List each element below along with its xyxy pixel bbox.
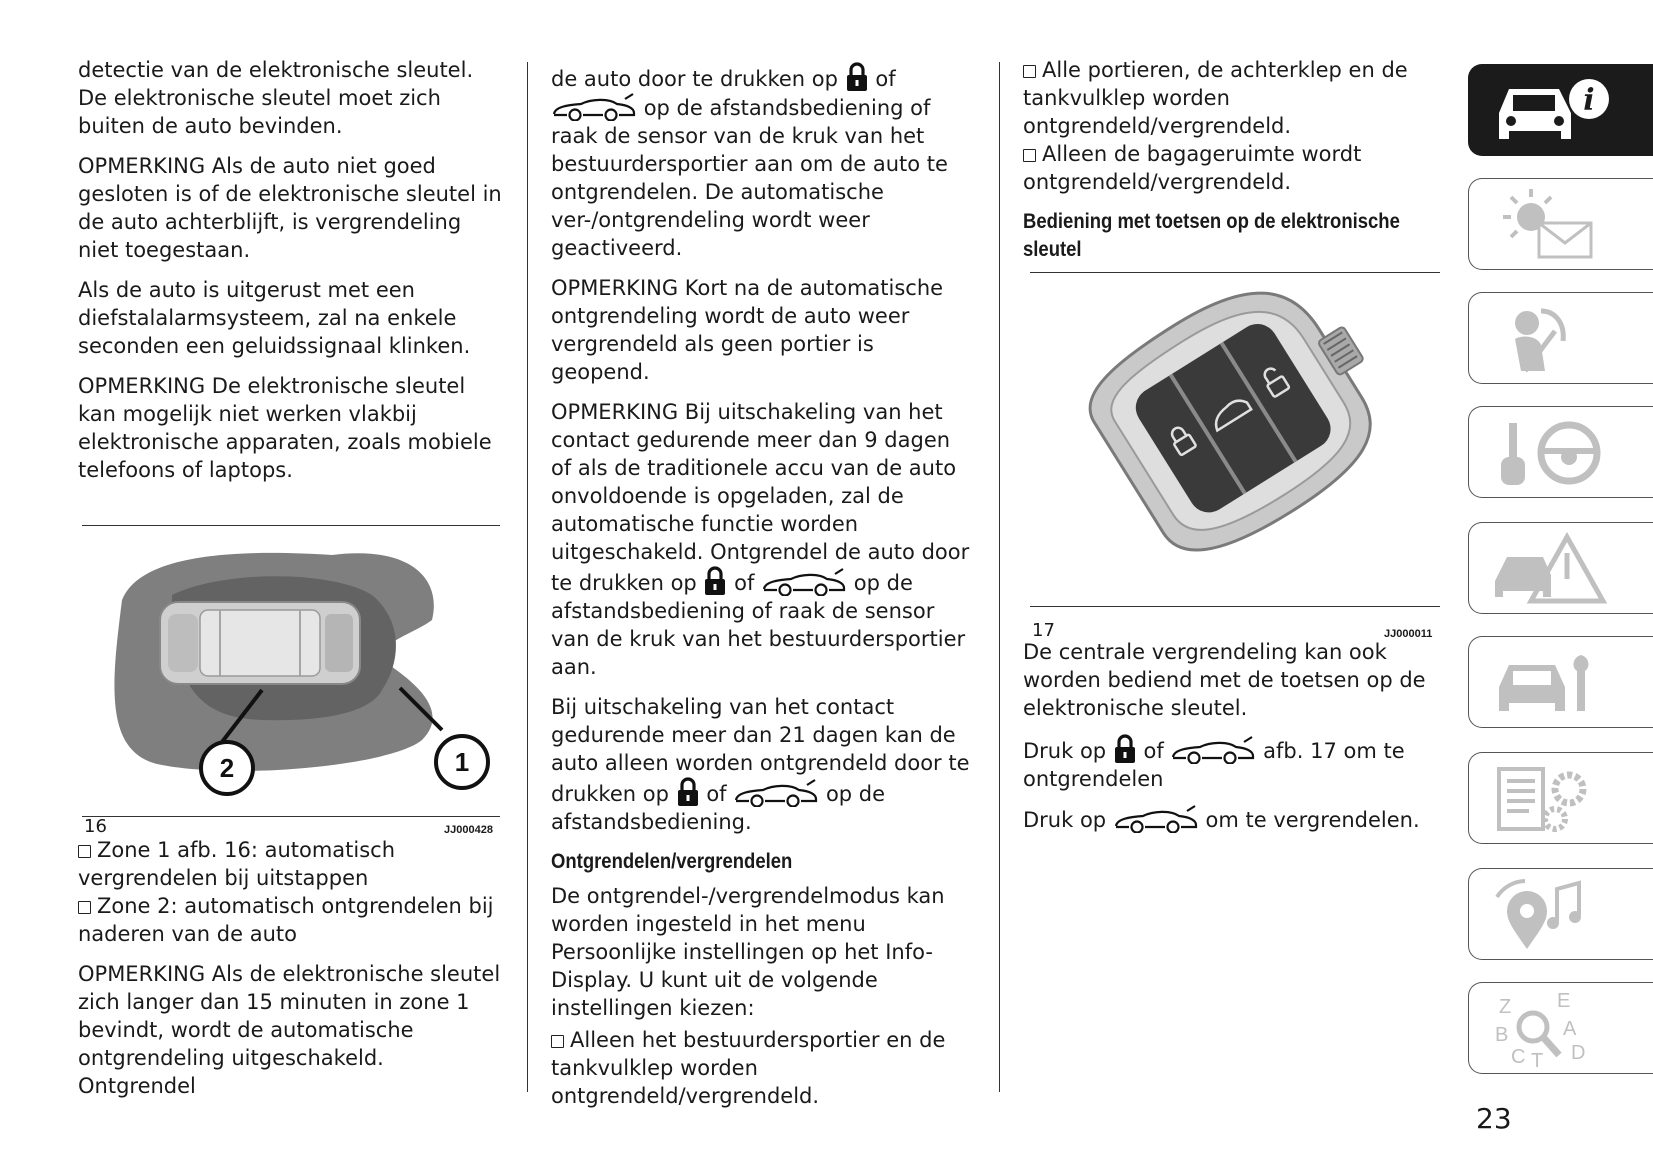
col1-note-3: OPMERKING Als de elektronische sleutel zich langer dan 15 minuten in zone 1 bevindt, wordt de automatische ontgrendeling uitgeschakeld. Ontgrendel xyxy=(78,962,501,1098)
zone-2-item xyxy=(78,892,508,948)
tab-starting-driving[interactable] xyxy=(1468,406,1653,498)
figure-16-bottom-rule xyxy=(82,816,500,817)
col3-p2-text-b: of xyxy=(1143,739,1164,763)
car-info-icon xyxy=(1485,73,1615,149)
col2-paragraph-2 xyxy=(551,693,971,836)
index-letter-d: D xyxy=(1571,1042,1586,1064)
tab-safety[interactable] xyxy=(1468,292,1653,384)
section-heading-key-buttons-line-2: sleutel xyxy=(1023,238,1082,261)
car-remote-icon xyxy=(1113,805,1199,833)
figure-16-top-rule xyxy=(82,525,500,526)
setting-option-luggage-text: Alleen de bagageruimte wordt ontgrendeld/vergrendeld. xyxy=(1023,142,1362,194)
col2-p3-text-c: op de afstandsbediening of raak de sensor van de kruk van het bestuurdersportier aan. xyxy=(551,571,966,679)
col3-paragraph-3 xyxy=(1023,805,1443,834)
col2-p1-text-c: op de afstandsbediening of raak de sensor van de kruk van het bestuurdersportier aan om de auto te ontgrendelen. De automatische ver-/ontgrendeling wordt weer geactiveerd. xyxy=(551,96,948,260)
col2-paragraph-3: De ontgrendel-/vergrendelmodus kan worden ingesteld in het menu Persoonlijke instellingen op het Info-Display. U kunt uit de volgende instellingen kiezen: xyxy=(551,884,945,1020)
tab-technical-data[interactable] xyxy=(1468,752,1653,844)
section-heading-unlock-lock: Ontgrendelen/vergrendelen xyxy=(551,850,793,873)
car-remote-icon xyxy=(1170,736,1256,764)
tab-lights-messages[interactable] xyxy=(1468,178,1653,270)
column-1-lower xyxy=(78,836,508,1112)
index-letter-z: Z xyxy=(1499,996,1512,1018)
setting-option-all-doors xyxy=(1023,56,1443,140)
car-wrench-icon xyxy=(1485,645,1615,721)
emergency-warning-icon xyxy=(1485,531,1615,607)
col3-p2-text-a: Druk op xyxy=(1023,739,1107,763)
lock-icon xyxy=(703,566,727,596)
section-heading-key-buttons: Bediening met toetsen op de elektronische xyxy=(1023,210,1400,233)
tab-index[interactable] xyxy=(1468,982,1653,1074)
key-steering-wheel-icon xyxy=(1485,415,1615,491)
column-divider-right xyxy=(999,62,1000,1092)
lights-message-icon xyxy=(1485,187,1615,263)
col1-paragraph-1: detectie van de elektronische sleutel. De elektronische sleutel moet zich buiten de auto bevinden. xyxy=(78,58,474,138)
col2-p3-text-a: OPMERKING Bij uitschakeling van het contact gedurende meer dan 9 dagen of als de traditionele accu van de auto onvoldoende is opgeladen, zal de automatische functie worden uitgeschakeld. Ontgrendel de auto door te drukken op xyxy=(551,400,970,595)
svg-text:i: i xyxy=(1583,83,1595,118)
column-1 xyxy=(78,56,508,496)
lock-icon xyxy=(1113,734,1137,764)
col1-note-1: OPMERKING Als de auto niet goed gesloten is of de elektronische sleutel in de auto achterblijft, is vergrendeling niet toegestaan. xyxy=(78,154,502,262)
checkbox-square-icon xyxy=(1023,65,1036,78)
zone-1-label: 1 xyxy=(454,747,470,777)
index-letter-t: T xyxy=(1531,1050,1544,1067)
technical-data-icon xyxy=(1485,761,1615,837)
column-divider-left xyxy=(527,62,528,1092)
col2-p4-text-c: op de afstandsbediening. xyxy=(551,782,886,834)
index-letter-e: E xyxy=(1557,991,1571,1012)
col2-p1-text-b: of xyxy=(875,67,896,91)
column-2 xyxy=(551,62,971,1110)
tab-car-info[interactable] xyxy=(1468,64,1653,156)
page-number: 23 xyxy=(1476,1102,1512,1135)
lock-icon xyxy=(676,777,700,807)
col3-paragraph-1: De centrale vergrendeling kan ook worden bediend met de toetsen op de elektronische sleutel. xyxy=(1023,640,1426,720)
col2-p4-text-a: Bij uitschakeling van het contact gedurende meer dan 21 dagen kan de auto alleen worden ontgrendeld door te drukken op xyxy=(551,695,970,806)
zone-1-item-text: Zone 1 afb. 16: automatisch vergrendelen bij uitstappen xyxy=(78,838,396,890)
column-3-lower xyxy=(1023,638,1443,846)
tab-multimedia[interactable] xyxy=(1468,868,1653,960)
car-remote-icon xyxy=(733,779,819,807)
figure-16-zones-illustration xyxy=(82,540,502,820)
zone-1-item xyxy=(78,836,508,892)
col2-p4-text-b: of xyxy=(706,782,727,806)
car-remote-icon xyxy=(551,93,637,121)
index-letter-b: B xyxy=(1495,1024,1509,1046)
col1-paragraph-2: Als de auto is uitgerust met een diefstalalarmsysteem, zal na enkele seconden een geluidssignaal klinken. xyxy=(78,278,471,358)
col2-note-2 xyxy=(551,398,971,681)
col3-p3-text-b: om te vergrendelen. xyxy=(1205,808,1420,832)
col3-paragraph-2 xyxy=(1023,734,1443,793)
index-letter-a: A xyxy=(1563,1018,1577,1040)
multimedia-icon xyxy=(1485,877,1615,953)
index-letter-c: C xyxy=(1511,1046,1526,1067)
figure-17-top-rule xyxy=(1030,272,1440,273)
column-3 xyxy=(1023,56,1443,264)
checkbox-square-icon xyxy=(551,1035,564,1048)
zone-2-item-text: Zone 2: automatisch ontgrendelen bij naderen van de auto xyxy=(78,894,494,946)
figure-16-code: JJ000428 xyxy=(444,824,493,836)
col1-note-2: OPMERKING De elektronische sleutel kan mogelijk niet werken vlakbij elektronische apparaten, zoals mobiele telefoons of laptops. xyxy=(78,374,492,482)
tab-maintenance[interactable] xyxy=(1468,636,1653,728)
alphabetical-index-icon xyxy=(1485,991,1615,1067)
setting-option-all-doors-text: Alle portieren, de achterklep en de tankvulklep worden ontgrendeld/vergrendeld. xyxy=(1023,58,1408,138)
col2-note-1: OPMERKING Kort na de automatische ontgrendeling wordt de auto weer vergrendeld als geen portier is geopend. xyxy=(551,276,944,384)
tab-emergency[interactable] xyxy=(1468,522,1653,614)
col3-p2-text-c: afb. 17 om te ontgrendelen xyxy=(1023,739,1405,791)
car-top-view xyxy=(160,602,360,684)
col2-p1-text-a: de auto door te drukken op xyxy=(551,67,838,91)
figure-17-electronic-key-illustration xyxy=(1060,282,1400,582)
figure-17-code: JJ000011 xyxy=(1384,628,1433,640)
airbag-seatbelt-icon xyxy=(1485,301,1615,377)
checkbox-square-icon xyxy=(78,845,91,858)
setting-option-driver-door-text: Alleen het bestuurdersportier en de tankvulklep worden ontgrendeld/vergrendeld. xyxy=(551,1028,946,1108)
col2-paragraph-1 xyxy=(551,62,971,262)
figure-17-bottom-rule xyxy=(1030,606,1440,607)
setting-option-luggage xyxy=(1023,140,1443,196)
checkbox-square-icon xyxy=(78,901,91,914)
figure-16-number: 16 xyxy=(84,816,107,837)
col3-p3-text-a: Druk op xyxy=(1023,808,1107,832)
zone-2-label: 2 xyxy=(219,753,235,783)
col2-p3-text-b: of xyxy=(734,571,755,595)
figure-17-number: 17 xyxy=(1032,620,1055,641)
setting-option-driver-door xyxy=(551,1026,971,1110)
checkbox-square-icon xyxy=(1023,149,1036,162)
car-remote-icon xyxy=(761,568,847,596)
lock-icon xyxy=(845,62,869,92)
